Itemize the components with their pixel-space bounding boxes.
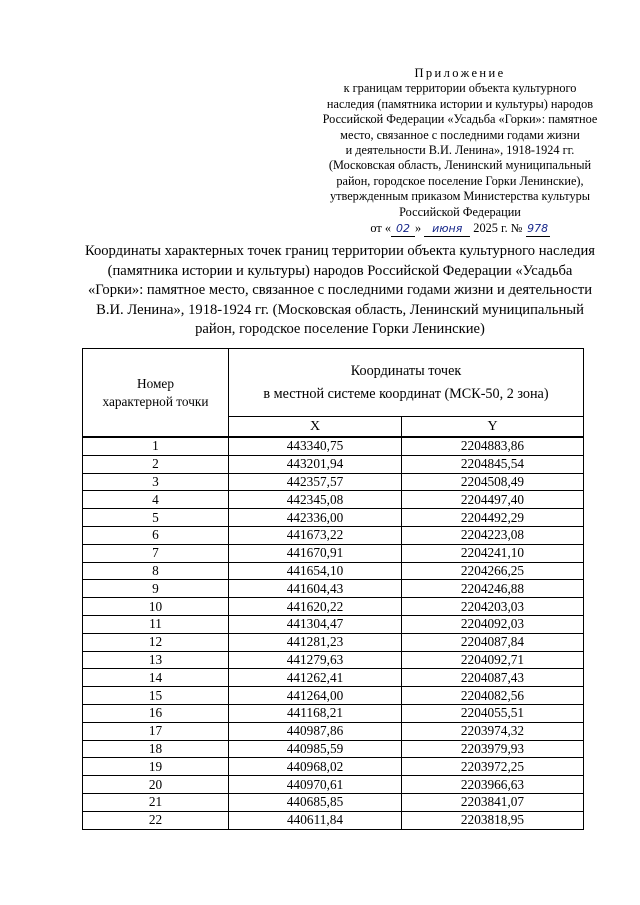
- x-coordinate-cell: 441262,41: [229, 669, 402, 687]
- y-coordinate-cell: 2204087,84: [402, 633, 584, 651]
- y-coordinate-cell: 2204203,03: [402, 598, 584, 616]
- appendix-line: к границам территории объекта культурного: [343, 81, 577, 96]
- appendix-line: Российской Федерации: [399, 204, 521, 219]
- point-number-cell: 17: [83, 722, 229, 740]
- appendix-line: (Московская область, Ленинский муниципальный: [328, 158, 592, 173]
- point-number-cell: 10: [83, 598, 229, 616]
- order-number-handwritten: 978: [526, 221, 550, 237]
- y-coordinate-cell: 2204241,10: [402, 544, 584, 562]
- appendix-line: Российской Федерации «Усадьба «Горки»: памятное: [322, 112, 598, 127]
- x-coordinate-cell: 441620,22: [229, 598, 402, 616]
- appendix-line: место, связанное с последними годами жизни: [340, 127, 580, 142]
- x-coordinate-cell: 442336,00: [229, 509, 402, 527]
- table-row: [83, 722, 584, 740]
- appendix-title: Приложение: [414, 66, 506, 80]
- order-prefix: от «: [370, 221, 391, 236]
- point-number-cell: 16: [83, 704, 229, 722]
- table-row: [83, 793, 584, 811]
- table-row: [83, 526, 584, 544]
- y-coordinate-cell: 2204246,88: [402, 580, 584, 598]
- x-coordinate-cell: 441264,00: [229, 687, 402, 705]
- table-row: [83, 437, 584, 455]
- table-row: [83, 580, 584, 598]
- point-number-cell: 12: [83, 633, 229, 651]
- x-coordinate-cell: 442345,08: [229, 491, 402, 509]
- order-year: 2025 г. №: [470, 221, 526, 236]
- header-num-line2: характерной точки: [102, 393, 209, 409]
- y-coordinate-cell: 2204266,25: [402, 562, 584, 580]
- y-coordinate-cell: 2204082,56: [402, 687, 584, 705]
- table-row: [83, 544, 584, 562]
- table-row: [83, 740, 584, 758]
- header-coords-line1: Координаты точек: [350, 362, 462, 379]
- x-coordinate-cell: 440611,84: [229, 811, 402, 829]
- point-number-cell: 1: [83, 437, 229, 455]
- point-number-cell: 2: [83, 455, 229, 473]
- y-coordinate-cell: 2204223,08: [402, 526, 584, 544]
- x-coordinate-cell: 441281,23: [229, 633, 402, 651]
- point-number-cell: 3: [83, 473, 229, 491]
- x-coordinate-cell: 440968,02: [229, 758, 402, 776]
- x-coordinate-cell: 441670,91: [229, 544, 402, 562]
- appendix-line: наследия (памятника истории и культуры) народов: [326, 96, 594, 111]
- heading-line: район, городское поселение Горки Ленинские): [195, 321, 485, 338]
- coordinates-table: [82, 348, 584, 830]
- x-coordinate-cell: 440987,86: [229, 722, 402, 740]
- point-number-cell: 11: [83, 615, 229, 633]
- column-header-point-number: [83, 349, 229, 438]
- table-row: [83, 473, 584, 491]
- x-coordinate-cell: 441673,22: [229, 526, 402, 544]
- x-coordinate-cell: 440685,85: [229, 793, 402, 811]
- table-row: [83, 776, 584, 794]
- point-number-cell: 5: [83, 509, 229, 527]
- point-number-cell: 4: [83, 491, 229, 509]
- point-number-cell: 9: [83, 580, 229, 598]
- column-header-coordinates: [229, 349, 584, 417]
- order-month-handwritten: июня: [424, 221, 470, 237]
- y-coordinate-cell: 2204497,40: [402, 491, 584, 509]
- x-coordinate-cell: 440985,59: [229, 740, 402, 758]
- appendix-line: и деятельности В.И. Ленина», 1918-1924 гг.: [345, 143, 575, 158]
- coordinates-table-body: [83, 437, 584, 829]
- x-coordinate-cell: 441279,63: [229, 651, 402, 669]
- point-number-cell: 6: [83, 526, 229, 544]
- table-row: [83, 491, 584, 509]
- x-coordinate-cell: 442357,57: [229, 473, 402, 491]
- table-row: [83, 562, 584, 580]
- table-row: [83, 704, 584, 722]
- table-row: [83, 811, 584, 829]
- y-coordinate-cell: 2204092,71: [402, 651, 584, 669]
- point-number-cell: 13: [83, 651, 229, 669]
- heading-line: Координаты характерных точек границ территории объекта культурного наследия: [84, 243, 596, 259]
- column-header-y: Y: [402, 417, 584, 438]
- point-number-cell: 8: [83, 562, 229, 580]
- header-num-line1: Номер: [137, 375, 174, 391]
- x-coordinate-cell: 441168,21: [229, 704, 402, 722]
- table-row: [83, 455, 584, 473]
- y-coordinate-cell: 2204508,49: [402, 473, 584, 491]
- y-coordinate-cell: 2203841,07: [402, 793, 584, 811]
- point-number-cell: 19: [83, 758, 229, 776]
- point-number-cell: 22: [83, 811, 229, 829]
- y-coordinate-cell: 2203966,63: [402, 776, 584, 794]
- order-date-line: [300, 221, 620, 237]
- table-row: [83, 633, 584, 651]
- heading-line: В.И. Ленина», 1918-1924 гг. (Московская область, Ленинский муниципальный: [96, 301, 584, 318]
- header-coords-line2: в местной системе координат (МСК-50, 2 зона): [263, 385, 549, 402]
- table-row: [83, 615, 584, 633]
- appendix-header: [300, 66, 620, 237]
- y-coordinate-cell: 2203972,25: [402, 758, 584, 776]
- table-row: [83, 758, 584, 776]
- x-coordinate-cell: 443340,75: [229, 437, 402, 455]
- point-number-cell: 21: [83, 793, 229, 811]
- x-coordinate-cell: 441604,43: [229, 580, 402, 598]
- point-number-cell: 20: [83, 776, 229, 794]
- point-number-cell: 7: [83, 544, 229, 562]
- order-day-handwritten: 02: [391, 221, 415, 237]
- x-coordinate-cell: 443201,94: [229, 455, 402, 473]
- y-coordinate-cell: 2204845,54: [402, 455, 584, 473]
- heading-line: (памятника истории и культуры) народов Российской Федерации «Усадьба: [107, 262, 573, 279]
- y-coordinate-cell: 2203979,93: [402, 740, 584, 758]
- y-coordinate-cell: 2204092,03: [402, 615, 584, 633]
- column-header-x: X: [229, 417, 402, 438]
- table-row: [83, 509, 584, 527]
- document-heading: [60, 242, 620, 340]
- y-coordinate-cell: 2204883,86: [402, 437, 584, 455]
- table-row: [83, 598, 584, 616]
- y-coordinate-cell: 2204492,29: [402, 509, 584, 527]
- point-number-cell: 15: [83, 687, 229, 705]
- y-coordinate-cell: 2203818,95: [402, 811, 584, 829]
- y-coordinate-cell: 2203974,32: [402, 722, 584, 740]
- heading-line: «Горки»: памятное место, связанное с последними годами жизни и деятельности: [87, 282, 593, 299]
- x-coordinate-cell: 440970,61: [229, 776, 402, 794]
- y-coordinate-cell: 2204087,43: [402, 669, 584, 687]
- table-row: [83, 687, 584, 705]
- appendix-line: утвержденным приказом Министерства культуры: [329, 189, 591, 204]
- y-coordinate-cell: 2204055,51: [402, 704, 584, 722]
- table-row: [83, 669, 584, 687]
- appendix-line: район, городское поселение Горки Ленинские),: [336, 173, 584, 188]
- table-row: [83, 651, 584, 669]
- x-coordinate-cell: 441654,10: [229, 562, 402, 580]
- order-mid: »: [415, 221, 425, 236]
- point-number-cell: 14: [83, 669, 229, 687]
- point-number-cell: 18: [83, 740, 229, 758]
- x-coordinate-cell: 441304,47: [229, 615, 402, 633]
